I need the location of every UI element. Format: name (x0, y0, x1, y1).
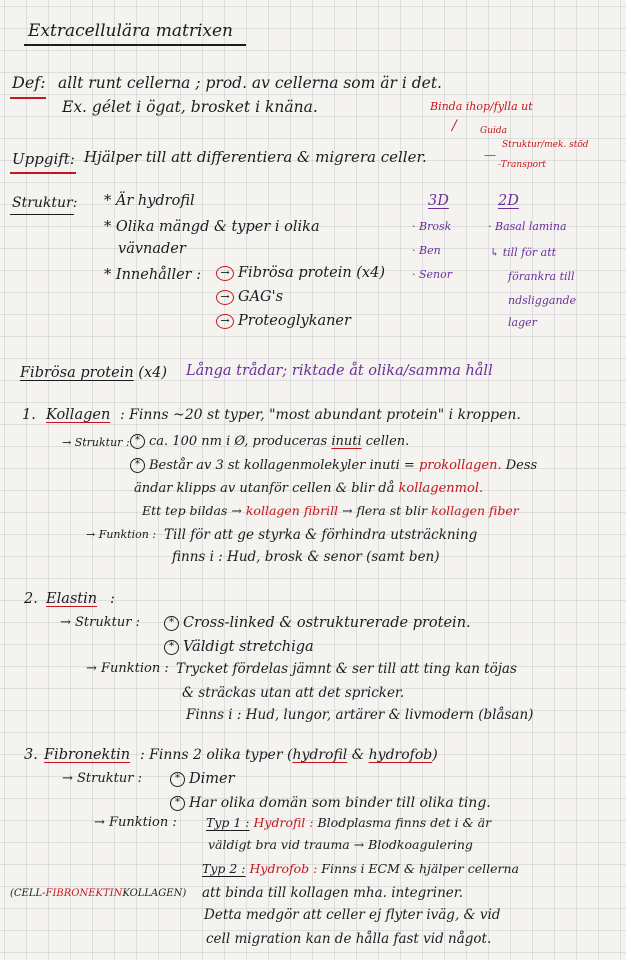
def-label: Def: (12, 73, 46, 92)
bullet-circle-icon: * (170, 796, 185, 811)
col-2d-line-3: förankra till (508, 270, 575, 283)
fibronektin-intro: : Finns 2 olika typer (hydrofil & hydrofob) (140, 747, 438, 763)
page-title: Extracellulära matrixen (28, 21, 233, 41)
fibronektin-typ2-line3: Detta medgör att celler ej flyter iväg, & vid (204, 907, 501, 923)
def-underline (10, 97, 46, 99)
col-3d-item-1: · Brosk (412, 220, 452, 233)
col-2d-line-2: ↳ till för att (490, 246, 557, 259)
uppgift-underline (10, 172, 76, 174)
bullet-circle-icon: * (170, 772, 185, 787)
arrow-circle-icon: → (216, 314, 234, 329)
fibronektin-number: 3. (24, 747, 38, 763)
fibrosa-heading: Fibrösa protein (x4) (20, 365, 167, 381)
fibronektin-typ2-line4: cell migration kan de hålla fast vid något. (206, 931, 492, 947)
bullet-circle-icon: * (164, 616, 179, 631)
fibronektin-typ1: Typ 1 : Hydrofil : Blodplasma finns det i & är (206, 815, 492, 830)
content-item-3: → Proteoglykaner (216, 312, 351, 330)
arrow-circle-icon: → (216, 290, 234, 305)
kollagen-struktur-label: → Struktur : (62, 436, 130, 449)
elastin-colon: : (110, 591, 115, 607)
col-3d-item-2: · Ben (412, 244, 441, 257)
fibronektin-s1: * Dimer (170, 770, 235, 788)
struktur-bullet-1: * Är hydrofil (104, 193, 195, 209)
uppgift-note-4: Struktur/mek. stöd (502, 140, 589, 150)
content-item-1: → Fibrösa protein (x4) (216, 264, 385, 282)
fibronektin-typ1-line2: väldigt bra vid trauma → Blodkoagulering (208, 837, 473, 852)
col-2d-line-5: lager (508, 316, 537, 329)
col-3d-item-3: · Senor (412, 268, 453, 281)
fibronektin-funktion-label: → Funktion : (94, 815, 177, 830)
elastin-s1: * Cross-linked & ostrukturerade protein. (164, 614, 471, 632)
kollagen-intro: : Finns ~20 st typer, "most abundant protein" i kroppen. (120, 407, 521, 423)
fibronektin-s2: * Har olika domän som binder till olika ting. (170, 794, 491, 812)
struktur-bullet-2b: vävnader (118, 241, 186, 257)
uppgift-brace: — (484, 148, 496, 162)
kollagen-s1: * ca. 100 nm i Ø, produceras inuti cellen. (130, 434, 409, 449)
bullet-circle-icon: * (130, 434, 145, 449)
elastin-f1: Trycket fördelas jämnt & ser till att ting kan töjas (176, 661, 517, 677)
fibronektin-typ2: Typ 2 : Hydrofob : Finns i ECM & hjälper cellerna (202, 861, 519, 876)
kollagen-s3: ändar klipps av utanför cellen & blir då kollagenmol. (134, 481, 484, 496)
kollagen-funktion-label: → Funktion : (86, 528, 157, 541)
kollagen-f1: Till för att ge styrka & förhindra utsträckning (164, 527, 478, 543)
fibronektin-struktur-label: → Struktur : (62, 771, 142, 786)
struktur-bullet-2: * Olika mängd & typer i olika (104, 219, 320, 235)
def-line-2: Ex. gélet i ögat, brosket i knäna. (62, 98, 318, 116)
kollagen-number: 1. (22, 407, 36, 423)
uppgift-text: Hjälper till att differentiera & migrera celler. (84, 148, 427, 166)
fibronektin-typ2-line2: att binda till kollagen mha. integriner. (202, 885, 464, 901)
arrow-circle-icon: → (216, 266, 234, 281)
title-underline (24, 44, 246, 46)
fibronektin-side-note: (CELL-FIBRONEKTINKOLLAGEN) (10, 888, 187, 899)
col-2d-line-1: · Basal lamina (488, 220, 567, 233)
fibrosa-description: Långa trådar; riktade åt olika/samma håll (186, 363, 493, 379)
elastin-s2: * Väldigt stretchiga (164, 638, 314, 656)
col-2d-heading: 2D (498, 193, 519, 209)
elastin-f2: & sträckas utan att det spricker. (182, 685, 405, 701)
elastin-f3: Finns i : Hud, lungor, artärer & livmodern (blåsan) (186, 707, 534, 723)
fibronektin-name: Fibronektin (44, 747, 131, 763)
uppgift-note-2: / (452, 118, 457, 134)
struktur-bullet-3: * Innehåller : (104, 267, 202, 283)
content-item-2: → GAG's (216, 288, 283, 306)
elastin-number: 2. (24, 591, 38, 607)
uppgift-note-1: Binda ihop/fylla ut (430, 100, 533, 113)
def-line-1: allt runt cellerna ; prod. av cellerna som är i det. (58, 74, 442, 92)
col-2d-line-4: ndsliggande (508, 294, 577, 307)
uppgift-label: Uppgift: (12, 150, 75, 168)
kollagen-s2: * Består av 3 st kollagenmolekyler inuti = prokollagen. Dess (130, 458, 537, 473)
struktur-underline (10, 214, 74, 215)
elastin-funktion-label: → Funktion : (86, 661, 169, 676)
bullet-circle-icon: * (130, 458, 145, 473)
struktur-label: Struktur: (12, 195, 78, 211)
elastin-struktur-label: → Struktur : (60, 615, 140, 630)
col-3d-heading: 3D (428, 193, 449, 209)
elastin-name: Elastin (46, 591, 98, 607)
bullet-circle-icon: * (164, 640, 179, 655)
uppgift-note-5: -Transport (498, 160, 546, 170)
kollagen-s4: Ett tep bildas → kollagen fibrill → flera st blir kollagen fiber (142, 503, 519, 518)
uppgift-note-3: Guida (480, 126, 507, 136)
kollagen-name: Kollagen (46, 407, 111, 423)
kollagen-f2: finns i : Hud, brosk & senor (samt ben) (172, 549, 440, 565)
